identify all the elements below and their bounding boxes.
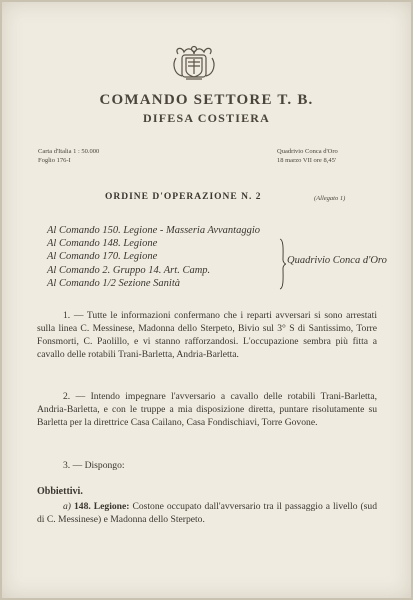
- addressee-item: Al Comando 148. Legione: [47, 238, 158, 250]
- brace-icon: [279, 238, 287, 290]
- unit-name: 148. Legione:: [73, 501, 130, 512]
- map-sheet-line: Foglio 176-I: [38, 157, 71, 164]
- map-reference: [38, 147, 99, 165]
- paragraph-3: [37, 459, 377, 472]
- addressee-item: Al Comando 150. Legione - Masseria Avvantaggio: [47, 225, 260, 236]
- addressee-item: Al Comando 1/2 Sezione Sanità: [47, 277, 180, 289]
- addressee-item: Al Comando 170. Legione: [47, 251, 158, 263]
- addressee-item: Al Comando 2. Gruppo 14. Art. Camp.: [47, 264, 211, 276]
- objectives-heading: Obbiettivi.: [37, 486, 83, 497]
- attachment-note: (Allegato 1): [314, 195, 346, 202]
- coat-of-arms-icon: [168, 44, 220, 84]
- date-line: 18 marzo VII ore 8,45': [277, 157, 336, 164]
- place-line: Quadrivio Conca d'Oro: [277, 148, 338, 155]
- paragraph-1: [37, 309, 377, 361]
- objective-text: Costone occupato dall'avversario tra il passaggio a livello (sud di C. Messinese) e Madonna dello Sterpeto.: [37, 501, 378, 525]
- document-subtitle: DIFESA COSTIERA: [142, 111, 271, 125]
- paragraph-text: 2. — Intendo impegnare l'avversario a cavallo delle rotabili Trani-Barletta, Andria-Barletta, e con le truppe a mia disposizione diretta, puntare risolutamente su Barletta per la direttrice Casa Cailano, Casa Fondischiavi, Torre Govone.: [37, 391, 377, 428]
- addressee-location: Quadrivio Conca d'Oro: [287, 255, 387, 266]
- paragraph-2: [37, 390, 377, 429]
- place-date: [277, 147, 338, 165]
- map-reference-line: Carta d'Italia 1 : 50.000: [38, 148, 100, 155]
- paragraph-text: 1. — Tutte le informazioni confermano che i reparti avversari si sono arrestati sulla linea C. Messinese, Madonna dello Sterpeto, Bivio sul 3° S di Santissimo, Torre Fonsmorti, C. Paolillo, e vi stanno rafforzandosi. L'occupazione sembra più fitta a cavallo delle rotabili Trani-Barletta, Andria-Barletta.: [37, 310, 377, 360]
- addressee-list: [47, 224, 260, 290]
- paragraph-text: 3. — Dispongo:: [63, 460, 125, 471]
- paragraph-objective-a: [37, 500, 377, 526]
- document-title: COMANDO SETTORE T. B.: [99, 92, 314, 108]
- paragraph-text: [37, 500, 377, 526]
- order-title: ORDINE D'OPERAZIONE N. 2: [105, 192, 262, 202]
- item-label: a): [63, 501, 74, 512]
